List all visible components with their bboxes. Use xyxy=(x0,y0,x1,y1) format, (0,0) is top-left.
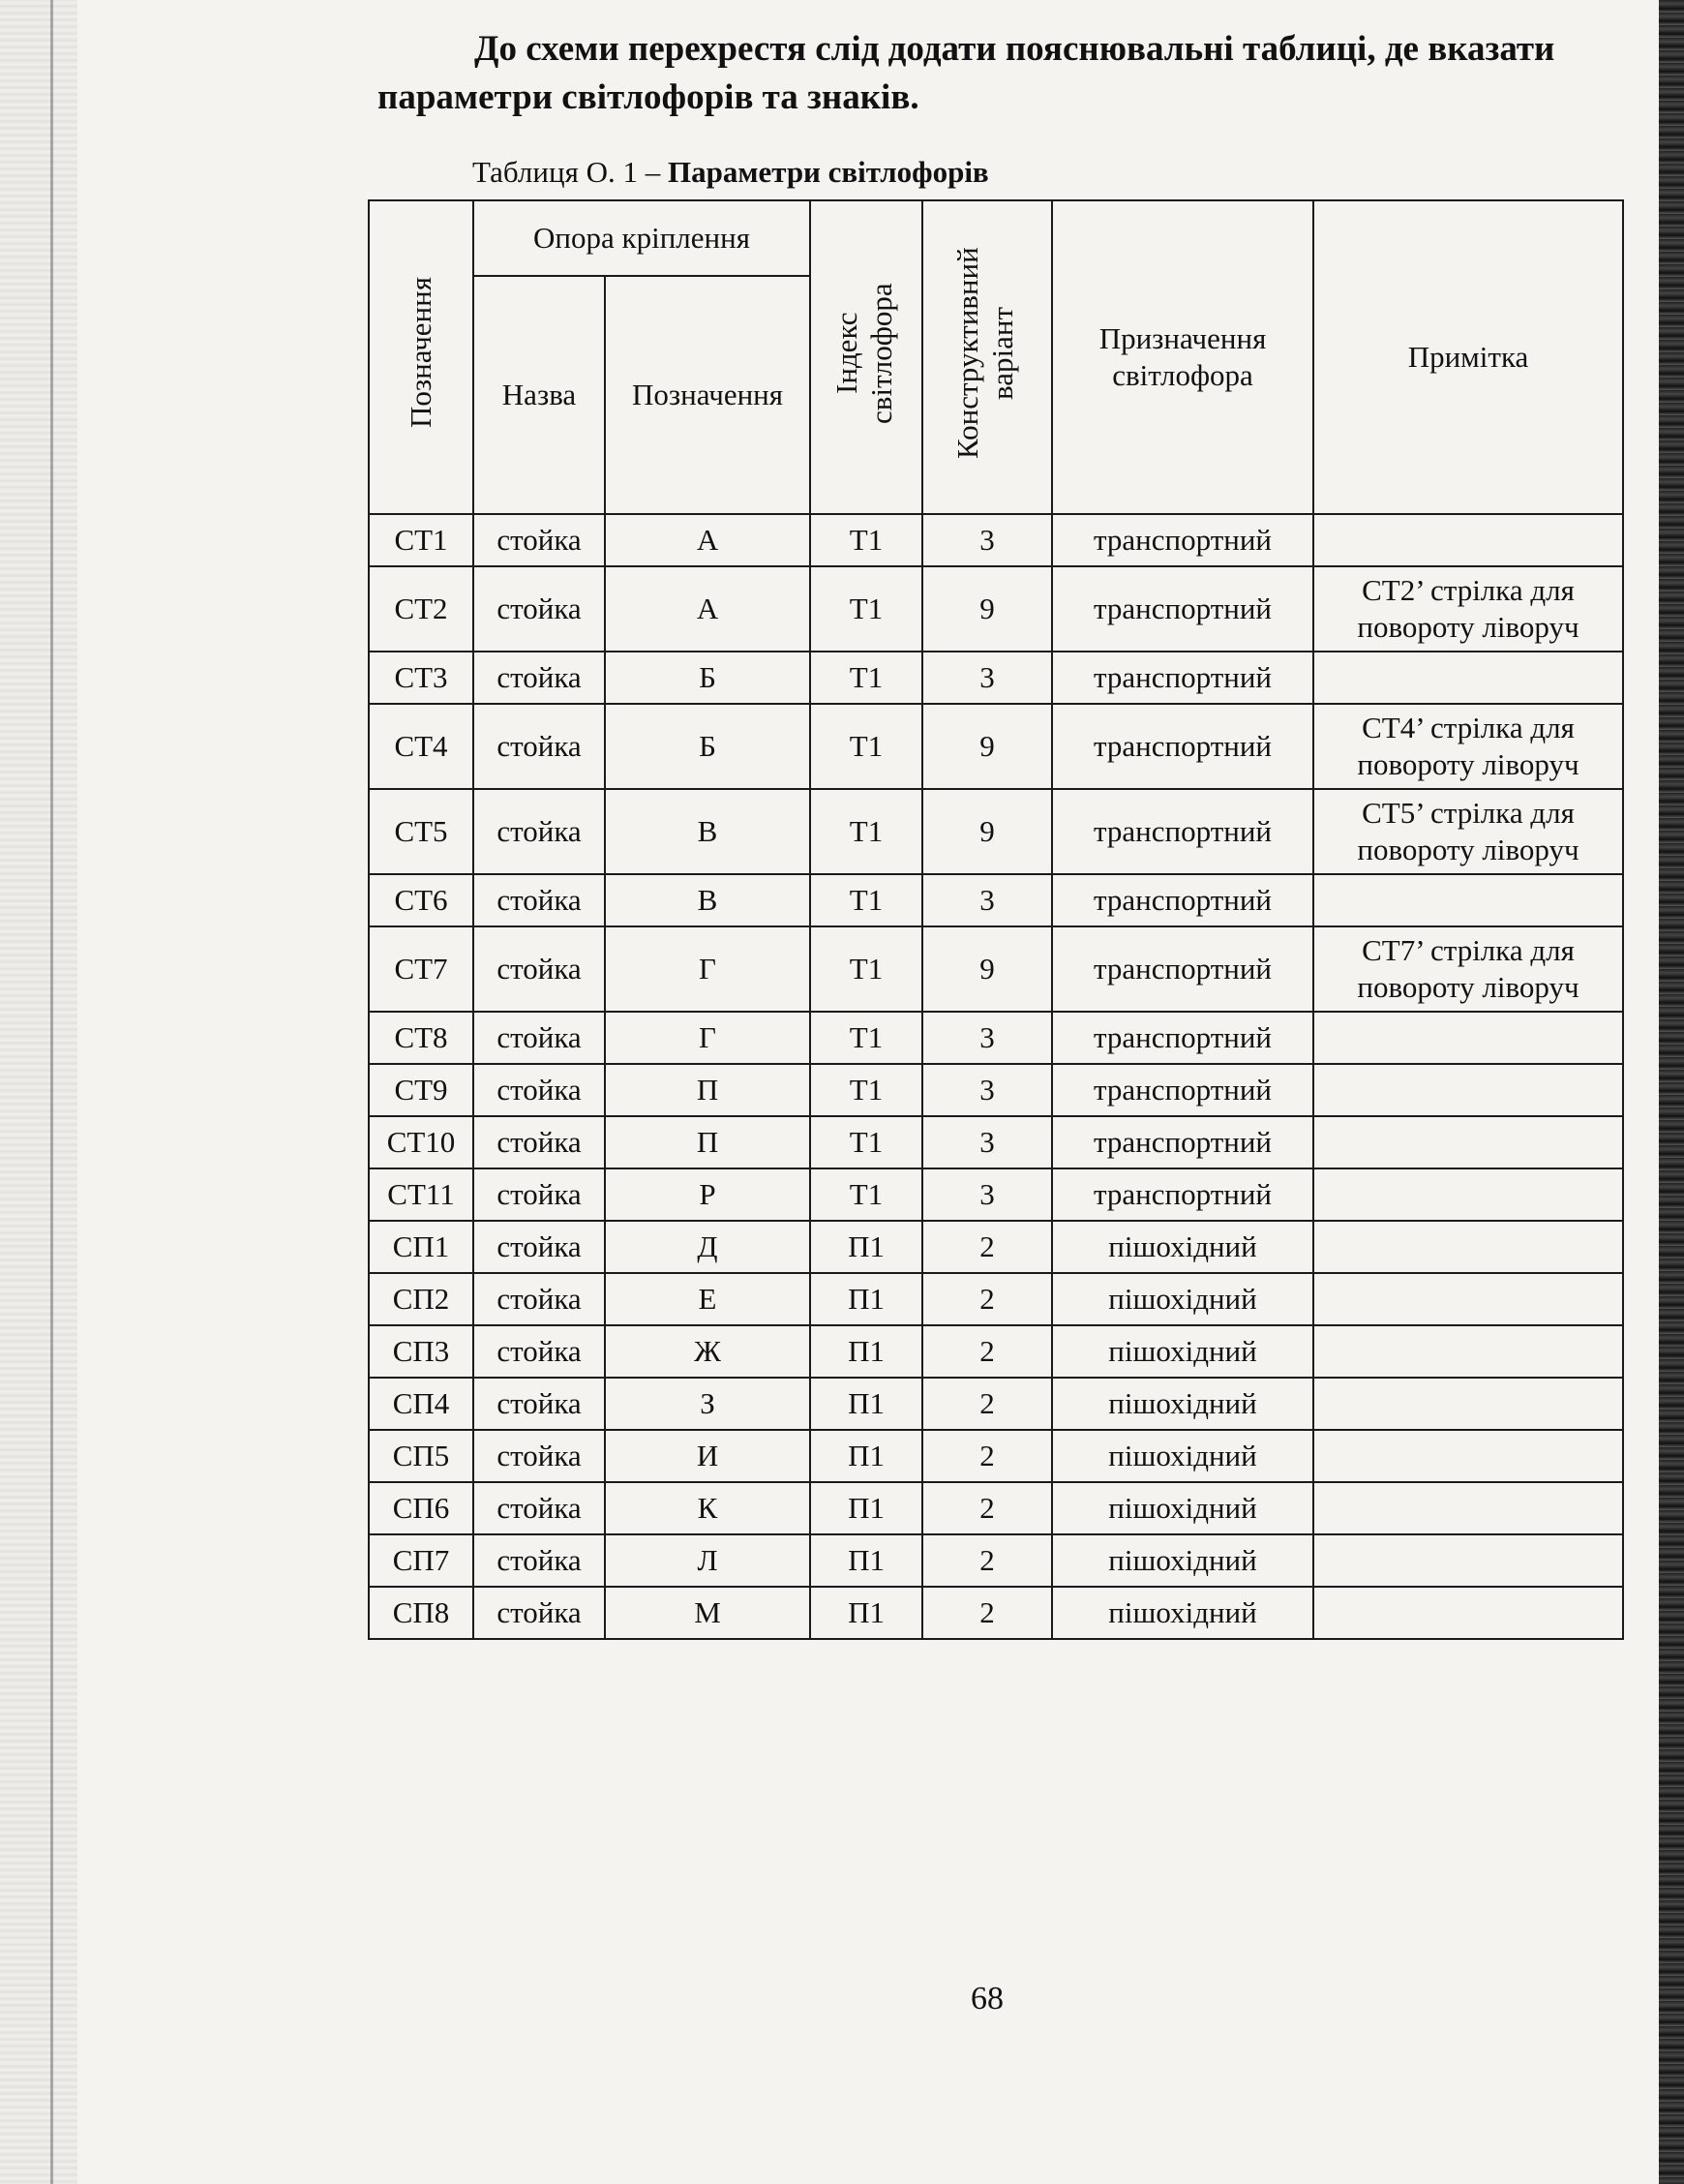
cell-purpose: пішохідний xyxy=(1052,1221,1313,1273)
cell-index: Т1 xyxy=(810,1168,922,1221)
table-row xyxy=(369,1430,1623,1482)
cell-support-name: стойка xyxy=(473,1273,605,1325)
cell-note xyxy=(1313,1325,1623,1378)
cell-variant: 2 xyxy=(922,1221,1052,1273)
cell-variant: 2 xyxy=(922,1378,1052,1430)
cell-support-designation: Г xyxy=(605,1012,810,1064)
cell-support-name: стойка xyxy=(473,704,605,789)
cell-designation: СТ5 xyxy=(369,789,473,874)
intro-line-1: До схеми перехрестя слід додати пояснювальні таблиці, де вказати xyxy=(474,29,1555,69)
cell-index: П1 xyxy=(810,1482,922,1534)
intro-paragraph xyxy=(377,25,1597,122)
cell-purpose: транспортний xyxy=(1052,566,1313,652)
header-index: Індекс світлофора xyxy=(810,200,922,514)
cell-note xyxy=(1313,1273,1623,1325)
cell-support-name: стойка xyxy=(473,874,605,926)
intro-line-2: параметри світлофорів та знаків. xyxy=(377,77,919,117)
cell-note xyxy=(1313,1116,1623,1168)
cell-support-designation: З xyxy=(605,1378,810,1430)
cell-purpose: транспортний xyxy=(1052,789,1313,874)
cell-index: Т1 xyxy=(810,1116,922,1168)
cell-note xyxy=(1313,652,1623,704)
cell-purpose: пішохідний xyxy=(1052,1587,1313,1639)
cell-purpose: транспортний xyxy=(1052,1168,1313,1221)
cell-purpose: транспортний xyxy=(1052,1064,1313,1116)
cell-note xyxy=(1313,1482,1623,1534)
cell-support-designation: В xyxy=(605,789,810,874)
cell-purpose: пішохідний xyxy=(1052,1482,1313,1534)
cell-note: СТ2’ стрілка для повороту ліворуч xyxy=(1313,566,1623,652)
cell-support-designation: К xyxy=(605,1482,810,1534)
cell-note xyxy=(1313,1168,1623,1221)
cell-designation: СТ2 xyxy=(369,566,473,652)
cell-index: П1 xyxy=(810,1273,922,1325)
cell-designation: СП6 xyxy=(369,1482,473,1534)
cell-designation: СП2 xyxy=(369,1273,473,1325)
cell-index: П1 xyxy=(810,1587,922,1639)
cell-support-name: стойка xyxy=(473,926,605,1012)
cell-variant: 9 xyxy=(922,926,1052,1012)
cell-purpose: транспортний xyxy=(1052,874,1313,926)
cell-purpose: пішохідний xyxy=(1052,1378,1313,1430)
scan-edge-right xyxy=(1659,0,1684,2184)
header-purpose: Призначення світлофора xyxy=(1052,200,1313,514)
cell-support-designation: Б xyxy=(605,652,810,704)
cell-support-name: стойка xyxy=(473,1168,605,1221)
cell-note xyxy=(1313,1430,1623,1482)
table-row xyxy=(369,1064,1623,1116)
cell-index: П1 xyxy=(810,1221,922,1273)
table-row xyxy=(369,1587,1623,1639)
table-row xyxy=(369,652,1623,704)
cell-variant: 2 xyxy=(922,1430,1052,1482)
cell-support-name: стойка xyxy=(473,1534,605,1587)
traffic-lights-table xyxy=(368,199,1624,1640)
table-row xyxy=(369,874,1623,926)
cell-purpose: пішохідний xyxy=(1052,1430,1313,1482)
table-row xyxy=(369,1221,1623,1273)
cell-note: СТ5’ стрілка для повороту ліворуч xyxy=(1313,789,1623,874)
cell-support-name: стойка xyxy=(473,1012,605,1064)
table-caption xyxy=(472,155,989,190)
cell-support-designation: Е xyxy=(605,1273,810,1325)
cell-support-name: стойка xyxy=(473,789,605,874)
cell-purpose: транспортний xyxy=(1052,514,1313,566)
cell-note xyxy=(1313,1221,1623,1273)
table-row xyxy=(369,926,1623,1012)
table-row xyxy=(369,704,1623,789)
cell-purpose: транспортний xyxy=(1052,704,1313,789)
cell-support-name: стойка xyxy=(473,1378,605,1430)
cell-purpose: пішохідний xyxy=(1052,1273,1313,1325)
cell-support-name: стойка xyxy=(473,652,605,704)
header-support-name: Назва xyxy=(473,276,605,514)
cell-variant: 3 xyxy=(922,1064,1052,1116)
cell-note xyxy=(1313,514,1623,566)
cell-support-designation: Г xyxy=(605,926,810,1012)
cell-index: Т1 xyxy=(810,1012,922,1064)
cell-variant: 3 xyxy=(922,1116,1052,1168)
cell-variant: 3 xyxy=(922,874,1052,926)
cell-index: Т1 xyxy=(810,566,922,652)
cell-index: Т1 xyxy=(810,789,922,874)
cell-designation: СТ1 xyxy=(369,514,473,566)
table-row xyxy=(369,1482,1623,1534)
cell-purpose: транспортний xyxy=(1052,1012,1313,1064)
cell-note xyxy=(1313,1534,1623,1587)
cell-support-designation: П xyxy=(605,1064,810,1116)
cell-designation: СТ11 xyxy=(369,1168,473,1221)
table-row xyxy=(369,1116,1623,1168)
caption-title: Параметри світлофорів xyxy=(667,155,989,189)
cell-support-name: стойка xyxy=(473,1587,605,1639)
table-row xyxy=(369,1168,1623,1221)
table-row xyxy=(369,514,1623,566)
cell-designation: СП8 xyxy=(369,1587,473,1639)
cell-support-designation: А xyxy=(605,514,810,566)
cell-variant: 2 xyxy=(922,1325,1052,1378)
header-support-designation: Позначення xyxy=(605,276,810,514)
cell-support-designation: Р xyxy=(605,1168,810,1221)
cell-index: Т1 xyxy=(810,514,922,566)
cell-purpose: пішохідний xyxy=(1052,1534,1313,1587)
cell-index: П1 xyxy=(810,1430,922,1482)
cell-note xyxy=(1313,874,1623,926)
cell-support-designation: И xyxy=(605,1430,810,1482)
table-row xyxy=(369,1378,1623,1430)
cell-purpose: транспортний xyxy=(1052,1116,1313,1168)
table-row xyxy=(369,1325,1623,1378)
cell-support-name: стойка xyxy=(473,1064,605,1116)
cell-purpose: пішохідний xyxy=(1052,1325,1313,1378)
header-variant: Конструктивний варіант xyxy=(922,200,1052,514)
table-row xyxy=(369,789,1623,874)
table-row xyxy=(369,1534,1623,1587)
table-body xyxy=(369,514,1623,1639)
cell-support-designation: А xyxy=(605,566,810,652)
page-number: 68 xyxy=(971,1981,1004,2017)
cell-support-name: стойка xyxy=(473,1482,605,1534)
cell-index: П1 xyxy=(810,1325,922,1378)
cell-designation: СП1 xyxy=(369,1221,473,1273)
header-designation: Позначення xyxy=(369,200,473,514)
cell-variant: 3 xyxy=(922,514,1052,566)
cell-variant: 9 xyxy=(922,789,1052,874)
cell-note xyxy=(1313,1064,1623,1116)
cell-support-name: стойка xyxy=(473,566,605,652)
cell-note xyxy=(1313,1378,1623,1430)
cell-designation: СТ9 xyxy=(369,1064,473,1116)
cell-purpose: транспортний xyxy=(1052,926,1313,1012)
cell-variant: 2 xyxy=(922,1482,1052,1534)
header-note: Примітка xyxy=(1313,200,1623,514)
scan-edge-left xyxy=(0,0,77,2184)
cell-note: СТ4’ стрілка для повороту ліворуч xyxy=(1313,704,1623,789)
cell-index: Т1 xyxy=(810,704,922,789)
cell-support-designation: Л xyxy=(605,1534,810,1587)
cell-designation: СП3 xyxy=(369,1325,473,1378)
cell-designation: СТ4 xyxy=(369,704,473,789)
cell-support-designation: В xyxy=(605,874,810,926)
cell-support-name: стойка xyxy=(473,514,605,566)
header-support-group: Опора кріплення xyxy=(473,200,810,276)
cell-variant: 3 xyxy=(922,1012,1052,1064)
cell-index: Т1 xyxy=(810,1064,922,1116)
cell-index: Т1 xyxy=(810,874,922,926)
cell-designation: СП5 xyxy=(369,1430,473,1482)
cell-index: Т1 xyxy=(810,926,922,1012)
cell-index: П1 xyxy=(810,1378,922,1430)
cell-support-name: стойка xyxy=(473,1221,605,1273)
cell-index: Т1 xyxy=(810,652,922,704)
cell-purpose: транспортний xyxy=(1052,652,1313,704)
cell-variant: 3 xyxy=(922,652,1052,704)
cell-designation: СТ8 xyxy=(369,1012,473,1064)
cell-support-name: стойка xyxy=(473,1430,605,1482)
cell-variant: 2 xyxy=(922,1273,1052,1325)
cell-support-name: стойка xyxy=(473,1116,605,1168)
cell-designation: СТ10 xyxy=(369,1116,473,1168)
cell-variant: 9 xyxy=(922,704,1052,789)
cell-note: СТ7’ стрілка для повороту ліворуч xyxy=(1313,926,1623,1012)
cell-note xyxy=(1313,1587,1623,1639)
cell-support-designation: Д xyxy=(605,1221,810,1273)
cell-support-designation: П xyxy=(605,1116,810,1168)
table-row xyxy=(369,1012,1623,1064)
cell-support-designation: Ж xyxy=(605,1325,810,1378)
caption-prefix: Таблиця О. 1 – xyxy=(472,155,668,189)
cell-designation: СП7 xyxy=(369,1534,473,1587)
cell-index: П1 xyxy=(810,1534,922,1587)
cell-variant: 9 xyxy=(922,566,1052,652)
cell-support-name: стойка xyxy=(473,1325,605,1378)
cell-designation: СТ7 xyxy=(369,926,473,1012)
table-row xyxy=(369,566,1623,652)
cell-designation: СП4 xyxy=(369,1378,473,1430)
cell-variant: 2 xyxy=(922,1587,1052,1639)
cell-variant: 2 xyxy=(922,1534,1052,1587)
cell-designation: СТ6 xyxy=(369,874,473,926)
cell-variant: 3 xyxy=(922,1168,1052,1221)
table-row xyxy=(369,1273,1623,1325)
cell-support-designation: Б xyxy=(605,704,810,789)
cell-note xyxy=(1313,1012,1623,1064)
cell-designation: СТ3 xyxy=(369,652,473,704)
cell-support-designation: М xyxy=(605,1587,810,1639)
